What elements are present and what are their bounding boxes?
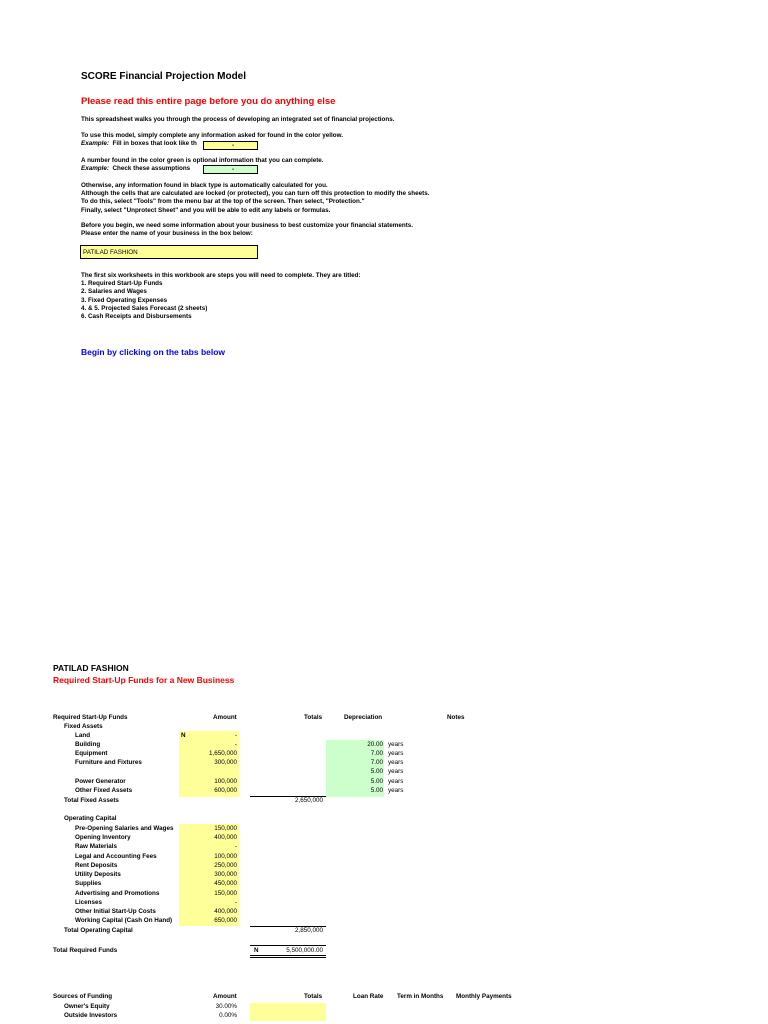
warning-heading: Please read this entire page before you do anything else (81, 96, 336, 107)
list-item: 6. Cash Receipts and Disbursements (81, 313, 192, 321)
intro-paragraph: This spreadsheet walks you through the process of developing an integrated set of financial projections. (81, 116, 395, 123)
row-label: Utility Deposits (75, 871, 121, 878)
total-operating-value: 2,850,000 (294, 927, 323, 934)
row-unit: years (388, 787, 404, 794)
yellow-example-input[interactable] (203, 141, 258, 150)
row-label: Supplies (75, 880, 102, 887)
operating-capital-heading: Operating Capital (64, 815, 117, 822)
row-amount[interactable]: - (234, 843, 237, 850)
row-label: Equipment (75, 750, 108, 757)
total-rule-double (250, 957, 326, 958)
row-label: Land (75, 732, 91, 739)
text-line: The first six worksheets in this workbook are steps you will need to complete. They are titled: (81, 272, 361, 279)
row-amount[interactable]: 300,000 (214, 759, 237, 766)
funding-header-totals: Totals (304, 993, 323, 1000)
company-name: PATILAD FASHION (53, 663, 129, 673)
text-line: Otherwise, any information found in black type is automatically calculated for you. (81, 182, 328, 189)
row-depreciation[interactable]: 7.00 (370, 759, 383, 766)
column-header-label: Required Start-Up Funds (53, 714, 128, 721)
list-item: 1. Required Start-Up Funds (81, 280, 163, 288)
total-fixed-assets-label: Total Fixed Assets (64, 797, 119, 804)
total-rule-top (250, 945, 326, 946)
row-label: Owner's Equity (64, 1003, 110, 1010)
funding-header-term: Term in Months (397, 993, 444, 1000)
example-label: Example: (81, 140, 109, 147)
row-amount[interactable]: 100,000 (214, 853, 237, 860)
row-label: Outside Investors (64, 1012, 118, 1019)
row-label: Legal and Accounting Fees (75, 853, 157, 860)
total-operating-label: Total Operating Capital (64, 927, 133, 934)
row-amount[interactable]: 450,000 (214, 880, 237, 887)
list-item: 4. & 5. Projected Sales Forecast (2 sheets) (81, 304, 208, 312)
protection-instructions (81, 182, 429, 215)
row-amount[interactable]: - (234, 732, 237, 739)
row-amount[interactable]: 30.00% (215, 1003, 237, 1010)
row-amount[interactable]: - (234, 741, 237, 748)
total-required-label: Total Required Funds (53, 947, 118, 954)
funding-header-payments: Monthly Payments (456, 993, 512, 1000)
row-unit: years (388, 750, 404, 757)
text-line: Please enter the name of your business in the box below: (81, 230, 253, 238)
row-label: Pre-Opening Salaries and Wages (75, 825, 174, 832)
yellow-example (81, 140, 197, 148)
row-unit: years (388, 741, 404, 748)
yellow-example-value: - (232, 142, 235, 149)
green-example (81, 165, 190, 173)
row-depreciation[interactable]: 5.00 (370, 768, 383, 775)
steps-list (81, 272, 361, 321)
total-fixed-assets-value: 2,650,000 (294, 797, 323, 804)
row-amount[interactable]: 400,000 (214, 834, 237, 841)
funding-header-rate: Loan Rate (353, 993, 384, 1000)
business-name-input[interactable] (80, 245, 258, 259)
business-name-instructions (81, 222, 413, 238)
column-header-depreciation: Depreciation (344, 714, 383, 721)
row-amount[interactable]: 0.00% (219, 1012, 237, 1019)
business-name-value: PATILAD FASHION (83, 249, 138, 256)
row-amount[interactable]: 1,650,000 (208, 750, 237, 757)
row-label: Opening Inventory (75, 834, 131, 841)
row-depreciation[interactable]: 7.00 (370, 750, 383, 757)
green-example-input[interactable] (203, 165, 258, 174)
total-required-value: 5,500,000.00 (286, 947, 323, 954)
funding-header-label: Sources of Funding (53, 993, 113, 1000)
funding-totals-input[interactable] (250, 1003, 326, 1021)
fixed-assets-heading: Fixed Assets (64, 723, 103, 730)
row-label: Other Fixed Assets (75, 787, 133, 794)
list-item: 2. Salaries and Wages (81, 288, 147, 296)
total-rule-bottom (250, 955, 326, 956)
column-header-amount: Amount (213, 714, 237, 721)
row-amount[interactable]: - (234, 899, 237, 906)
row-amount[interactable]: 400,000 (214, 908, 237, 915)
yellow-instruction: To use this model, simply complete any information asked for found in the color yellow. (81, 132, 344, 139)
row-label: Building (75, 741, 101, 748)
row-unit: years (388, 768, 404, 775)
green-instruction: A number found in the color green is optional information that you can complete. (81, 157, 324, 164)
funding-header-amount: Amount (213, 993, 237, 1000)
example-text: Fill in boxes that look like th (112, 140, 197, 147)
row-depreciation[interactable]: 5.00 (370, 787, 383, 794)
text-line: Finally, select "Unprotect Sheet" and you will be able to edit any labels or formulas. (81, 206, 331, 214)
text-line: Although the cells that are calculated are locked (or protected), you can turn off this protection to modify the sheets. (81, 190, 430, 198)
list-item: 3. Fixed Operating Expenses (81, 296, 168, 304)
column-header-notes: Notes (447, 714, 465, 721)
row-label: Working Capital (Cash On Hand) (75, 917, 173, 924)
page-title: SCORE Financial Projection Model (81, 71, 247, 82)
row-label: Power Generator (75, 778, 126, 785)
row-depreciation[interactable]: 20.00 (367, 741, 383, 748)
text-line: Before you begin, we need some information about your business to best customize your financial statements. (81, 222, 414, 229)
column-header-totals: Totals (304, 714, 323, 721)
row-label: Other Initial Start-Up Costs (75, 908, 156, 915)
row-unit: years (388, 778, 404, 785)
row-amount[interactable]: 250,000 (214, 862, 237, 869)
example-label: Example: (81, 165, 109, 172)
row-label: Furniture and Fixtures (75, 759, 142, 766)
text-line: To do this, select "Tools" from the menu bar at the top of the screen. Then select, "Protection." (81, 198, 365, 206)
row-label: Rent Deposits (75, 862, 118, 869)
begin-instruction: Begin by clicking on the tabs below (81, 347, 226, 357)
section-subtitle: Required Start-Up Funds for a New Business (53, 675, 235, 685)
currency-symbol: N (181, 732, 186, 739)
row-amount[interactable]: 600,000 (214, 787, 237, 794)
row-label: Advertising and Promotions (75, 890, 160, 897)
row-label: Raw Materials (75, 843, 117, 850)
currency-symbol: N (254, 947, 259, 954)
row-amount[interactable]: 300,000 (214, 871, 237, 878)
example-text: Check these assumptions (112, 165, 191, 172)
row-amount[interactable]: 150,000 (214, 890, 237, 897)
row-depreciation[interactable]: 5.00 (370, 778, 383, 785)
row-amount[interactable]: 100,000 (214, 778, 237, 785)
row-amount[interactable]: 150,000 (214, 825, 237, 832)
row-amount[interactable]: 650,000 (214, 917, 237, 924)
row-unit: years (388, 759, 404, 766)
row-label: Licenses (75, 899, 102, 906)
green-example-value: - (232, 166, 235, 173)
